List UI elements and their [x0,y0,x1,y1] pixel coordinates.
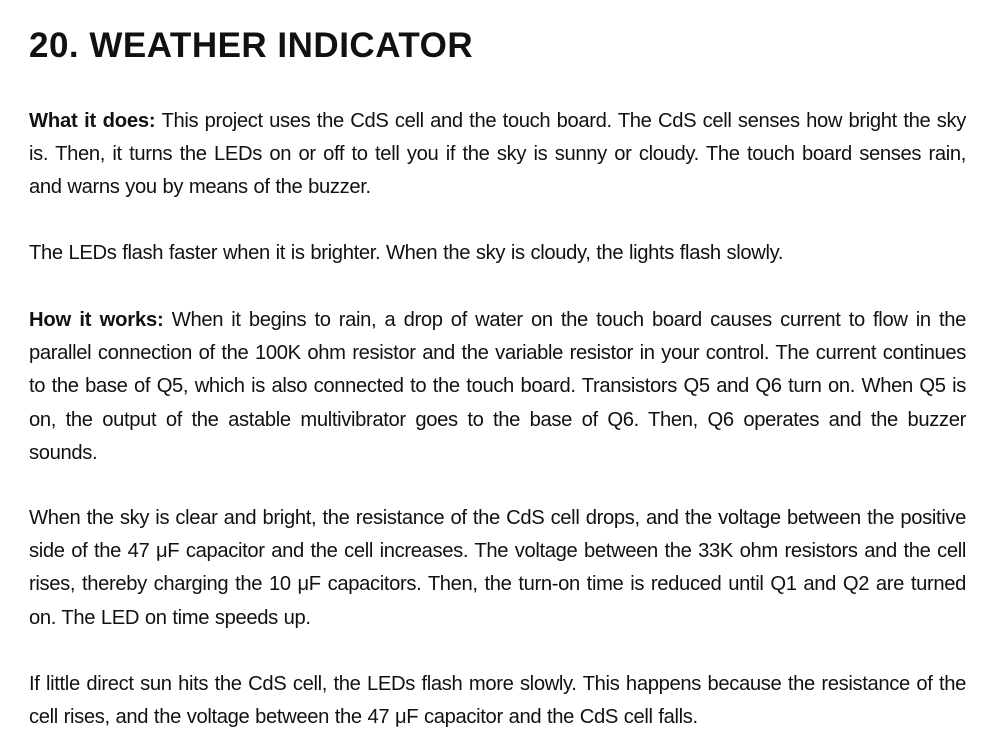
document-page [29,26,966,729]
how-it-works-text: When it begins to rain, a drop of water on the touch board causes current to flow in the parallel connection of the 100K ohm resistor and the variable resistor in your control. The current continues to the base of Q5, which is also connected to the touch board. Transistors Q5 and Q6 turn on. When Q5 is on, the output of the astable multivibrator goes to the base of Q6. Then, Q6 operates and the buzzer sounds. [29,309,966,464]
paragraph-little-sun: If little direct sun hits the CdS cell, the LEDs flash more slowly. This happens because the resistance of the cell rises, and the voltage between the 47 μF capacitor and the CdS cell falls. [29,673,966,729]
paragraph-how-it-works [29,304,966,470]
page-title: 20. WEATHER INDICATOR [29,26,474,65]
how-it-works-label: How it works: [29,309,164,331]
what-it-does-text: This project uses the CdS cell and the touch board. The CdS cell senses how bright the sky is. Then, it turns the LEDs on or off to tell you if the sky is sunny or cloudy. The touch board senses rain, and warns you by means of the buzzer. [29,110,966,199]
paragraph-what-it-does [29,105,966,205]
paragraph-clear-sky: When the sky is clear and bright, the resistance of the CdS cell drops, and the voltage between the positive side of the 47 μF capacitor and the cell increases. The voltage between the 33K ohm resistors and the cell rises, thereby charging the 10 μF capacitors. Then, the turn-on time is reduced until Q1 and Q2 are turned on. The LED on time speeds up. [29,507,966,629]
what-it-does-label: What it does: [29,110,156,132]
paragraph-flash-note: The LEDs flash faster when it is brighter. When the sky is cloudy, the lights flash slowly. [29,242,784,264]
